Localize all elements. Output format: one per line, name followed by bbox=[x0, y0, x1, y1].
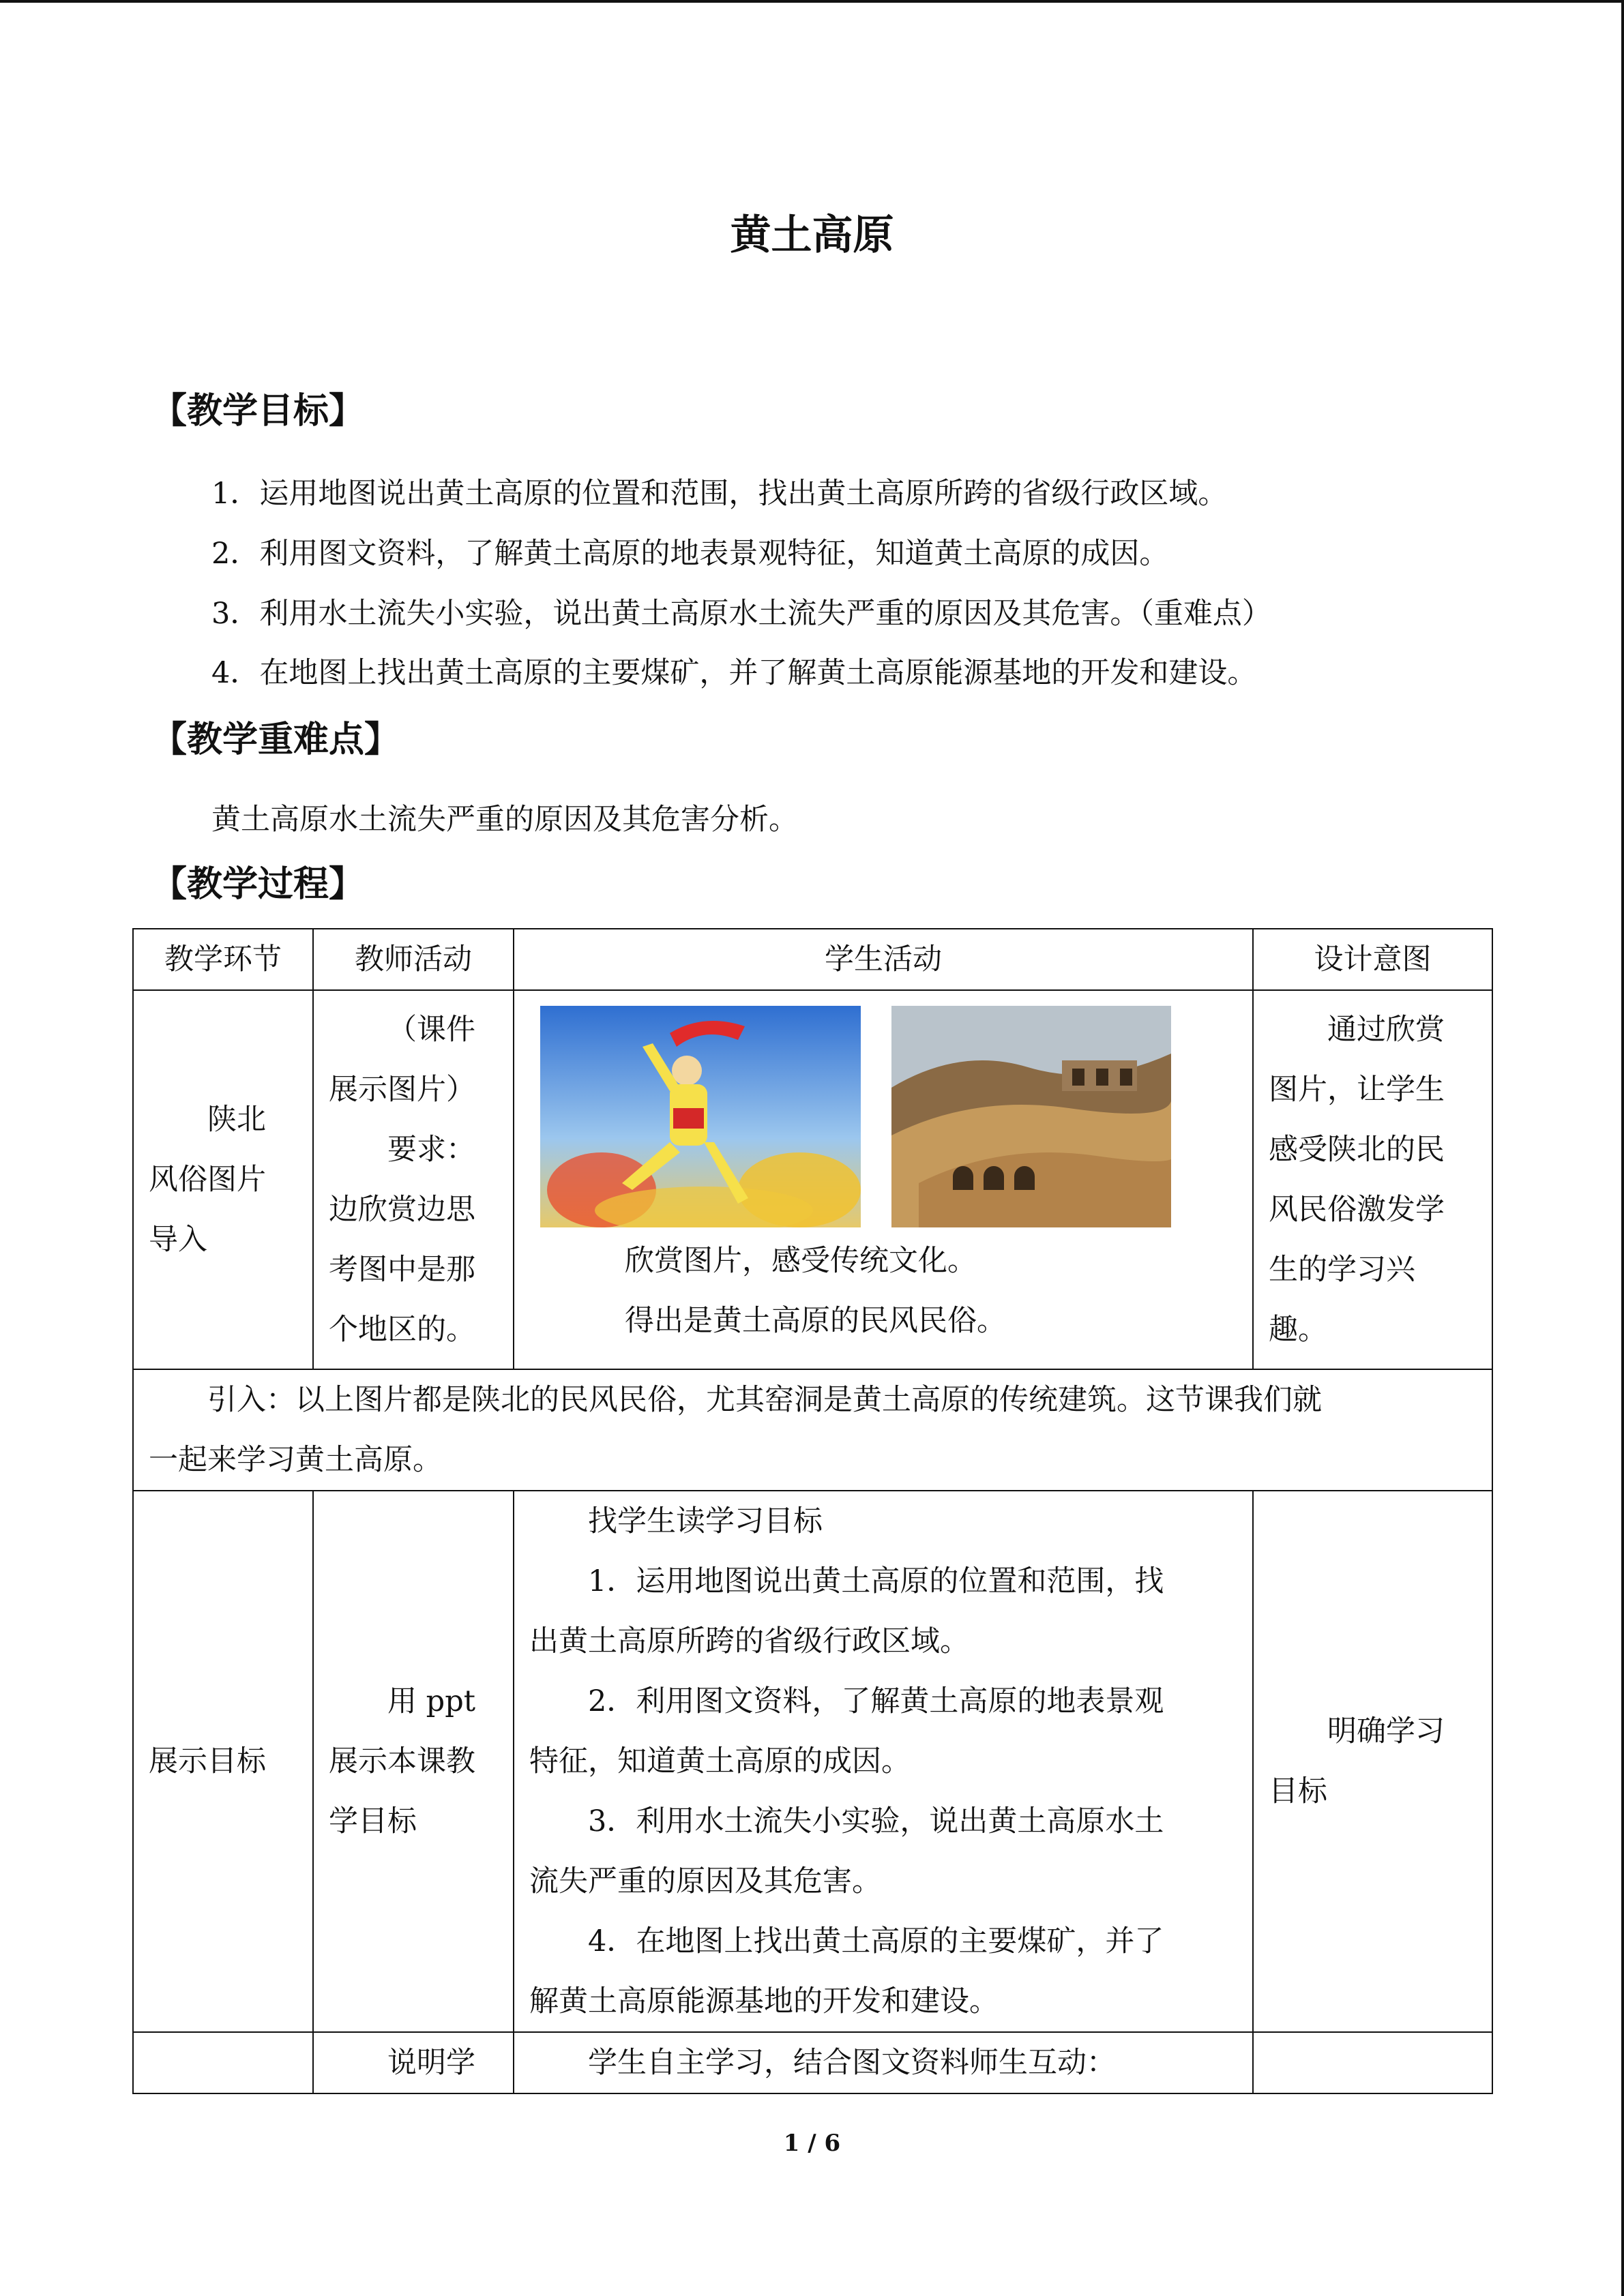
student-line: 3．利用水土流失小实验，说出黄土高原水土 bbox=[588, 1804, 1164, 1838]
intent-line: 风民俗激发学 bbox=[1269, 1193, 1445, 1227]
student-line: 找学生读学习目标 bbox=[588, 1504, 823, 1538]
teacher-line: （课件 bbox=[387, 1013, 475, 1047]
student-line: 欣赏图片，感受传统文化。 bbox=[625, 1244, 977, 1278]
student-line: 出黄土高原所跨的省级行政区域。 bbox=[529, 1624, 969, 1658]
teacher-cell bbox=[313, 1491, 514, 2032]
teacher-line: 展示本课教 bbox=[329, 1744, 475, 1778]
student-cell: 学生自主学习，结合图文资料师生互动： bbox=[514, 2032, 1253, 2093]
teacher-line: 个地区的。 bbox=[329, 1313, 475, 1347]
student-line: 解黄土高原能源基地的开发和建设。 bbox=[529, 1984, 999, 2018]
stage-line: 导入 bbox=[149, 1223, 207, 1257]
student-cell bbox=[514, 990, 1253, 1369]
objective-4: 4．在地图上找出黄土高原的主要煤矿，并了解黄土高原能源基地的开发和建设。 bbox=[211, 656, 1257, 690]
stage-cell bbox=[133, 2032, 313, 2093]
teacher-line: 要求： bbox=[387, 1133, 475, 1167]
objective-3: 3．利用水土流失小实验，说出黄土高原水土流失严重的原因及其危害。（重难点） bbox=[211, 597, 1271, 631]
intent-line: 通过欣赏 bbox=[1327, 1013, 1445, 1047]
teacher-line: 展示图片） bbox=[329, 1073, 475, 1107]
header-student: 学生活动 bbox=[514, 929, 1253, 990]
objective-2: 2．利用图文资料，了解黄土高原的地表景观特征，知道黄土高原的成因。 bbox=[211, 537, 1169, 571]
intent-line: 生的学习兴 bbox=[1269, 1253, 1415, 1287]
student-cell bbox=[514, 1491, 1253, 2032]
photo-row bbox=[529, 991, 1237, 1231]
objective-1: 1．运用地图说出黄土高原的位置和范围，找出黄土高原所跨的省级行政区域。 bbox=[211, 477, 1228, 511]
student-line: 得出是黄土高原的民风民俗。 bbox=[625, 1304, 1006, 1338]
intent-line: 明确学习 bbox=[1327, 1714, 1445, 1748]
table-row bbox=[133, 1491, 1492, 2032]
keypoints-text: 黄土高原水土流失严重的原因及其危害分析。 bbox=[211, 803, 798, 837]
stage-cell: 展示目标 bbox=[133, 1491, 313, 2032]
teacher-line: 学目标 bbox=[329, 1804, 417, 1838]
dancer-photo bbox=[540, 1006, 861, 1227]
table-row bbox=[133, 2032, 1492, 2093]
process-table bbox=[132, 928, 1493, 2094]
intent-line: 趣。 bbox=[1269, 1313, 1327, 1347]
top-border bbox=[0, 0, 1624, 3]
header-stage: 教学环节 bbox=[133, 929, 313, 990]
teacher-line: 考图中是那 bbox=[329, 1253, 475, 1287]
process-heading: 【教学过程】 bbox=[151, 864, 365, 905]
student-line: 流失严重的原因及其危害。 bbox=[529, 1864, 881, 1898]
student-line: 4．在地图上找出黄土高原的主要煤矿，并了 bbox=[588, 1924, 1164, 1958]
intent-line: 感受陕北的民 bbox=[1269, 1133, 1445, 1167]
intent-line: 图片，让学生 bbox=[1269, 1073, 1445, 1107]
table-row bbox=[133, 1369, 1492, 1491]
stage-line: 陕北 bbox=[207, 1103, 266, 1137]
stage-cell bbox=[133, 990, 313, 1369]
intent-cell bbox=[1253, 1491, 1492, 2032]
cave-dwelling-photo bbox=[891, 1006, 1171, 1227]
objectives-heading: 【教学目标】 bbox=[151, 391, 365, 432]
keypoints-heading: 【教学重难点】 bbox=[151, 719, 400, 760]
table-header-row bbox=[133, 929, 1492, 990]
intro-line: 引入：以上图片都是陕北的民风民俗，尤其窑洞是黄土高原的传统建筑。这节课我们就 bbox=[207, 1383, 1322, 1417]
teacher-line: 用 ppt bbox=[387, 1684, 475, 1718]
intro-cell bbox=[133, 1369, 1492, 1491]
page-number: 1 / 6 bbox=[783, 2130, 841, 2157]
right-border bbox=[1621, 0, 1624, 2296]
teacher-line: 边欣赏边思 bbox=[329, 1193, 475, 1227]
header-intent: 设计意图 bbox=[1253, 929, 1492, 990]
intro-line: 一起来学习黄土高原。 bbox=[149, 1443, 442, 1477]
table-row bbox=[133, 990, 1492, 1369]
student-line: 2．利用图文资料，了解黄土高原的地表景观 bbox=[588, 1684, 1164, 1718]
stage-line: 风俗图片 bbox=[149, 1163, 266, 1197]
header-teacher: 教师活动 bbox=[313, 929, 514, 990]
intent-cell bbox=[1253, 2032, 1492, 2093]
page-title: 黄土高原 bbox=[730, 211, 894, 259]
student-activity-text bbox=[529, 1231, 1237, 1351]
teacher-cell bbox=[313, 990, 514, 1369]
student-line: 特征，知道黄土高原的成因。 bbox=[529, 1744, 911, 1778]
student-line: 1．运用地图说出黄土高原的位置和范围，找 bbox=[588, 1564, 1164, 1598]
intent-line: 目标 bbox=[1269, 1774, 1327, 1808]
teacher-cell: 说明学 bbox=[313, 2032, 514, 2093]
intent-cell bbox=[1253, 990, 1492, 1369]
